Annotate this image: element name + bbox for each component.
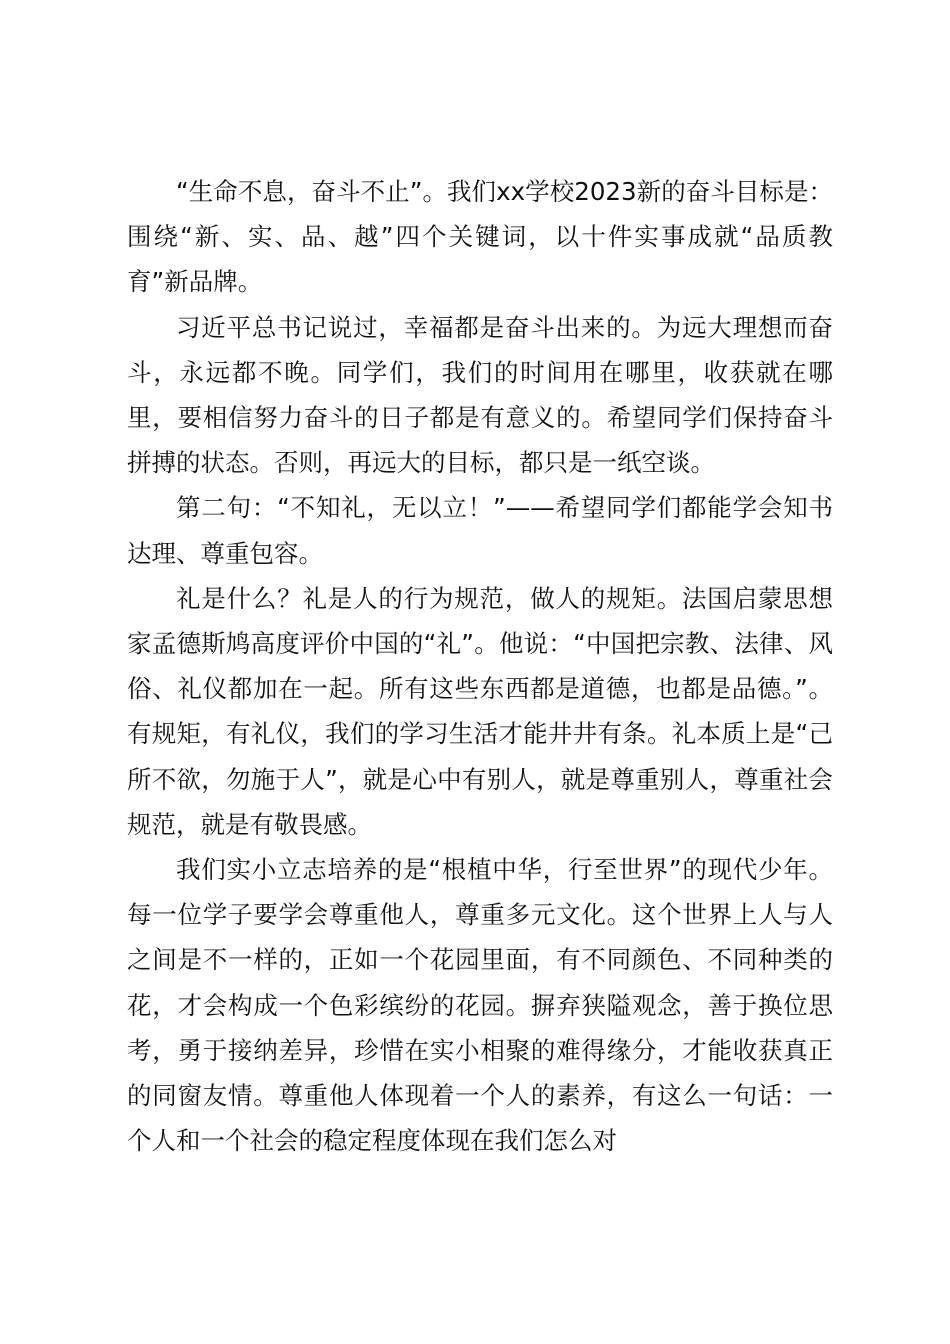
paragraph-goal: “生命不息，奋斗不止”。我们xx学校2023新的奋斗目标是：围绕“新、实、品、越”四个关键词，以十件实事成就“品质教育”新品牌。	[127, 177, 833, 297]
paragraph-etiquette: 礼是什么？礼是人的行为规范，做人的规矩。法国启蒙思想家孟德斯鸠高度评价中国的“礼”。他说：“中国把宗教、法律、风俗、礼仪都加在一起。所有这些东西都是道德，也都是品德。”。有规矩，有礼仪，我们的学习生活才能井井有条。礼本质上是“己所不欲，勿施于人”，就是心中有别人，就是尊重别人，尊重社会规范，就是有敬畏感。	[127, 583, 833, 839]
paragraph-respect: 我们实小立志培养的是“根植中华，行至世界”的现代少年。每一位学子要学会尊重他人，尊重多元文化。这个世界上人与人之间是不一样的，正如一个花园里面，有不同颜色、不同种类的花，才会构成一个色彩缤纷的花园。摒弃狭隘观念，善于换位思考，勇于接纳差异，珍惜在实小相聚的难得缘分，才能收获真正的同窗友情。尊重他人体现着一个人的素养，有这么一句话：一个人和一个社会的稳定程度体现在我们怎么对	[127, 855, 833, 1156]
paragraph-striving: 习近平总书记说过，幸福都是奋斗出来的。为远大理想而奋斗，永远都不晚。同学们，我们的时间用在哪里，收获就在哪里，要相信努力奋斗的日子都是有意义的。希望同学们保持奋斗拼搏的状态。否则，再远大的目标，都只是一纸空谈。	[127, 312, 833, 478]
body-text	[127, 169, 833, 1163]
paragraph-second-saying: 第二句：“不知礼，无以立！”——希望同学们都能学会知书达理、尊重包容。	[127, 493, 833, 568]
